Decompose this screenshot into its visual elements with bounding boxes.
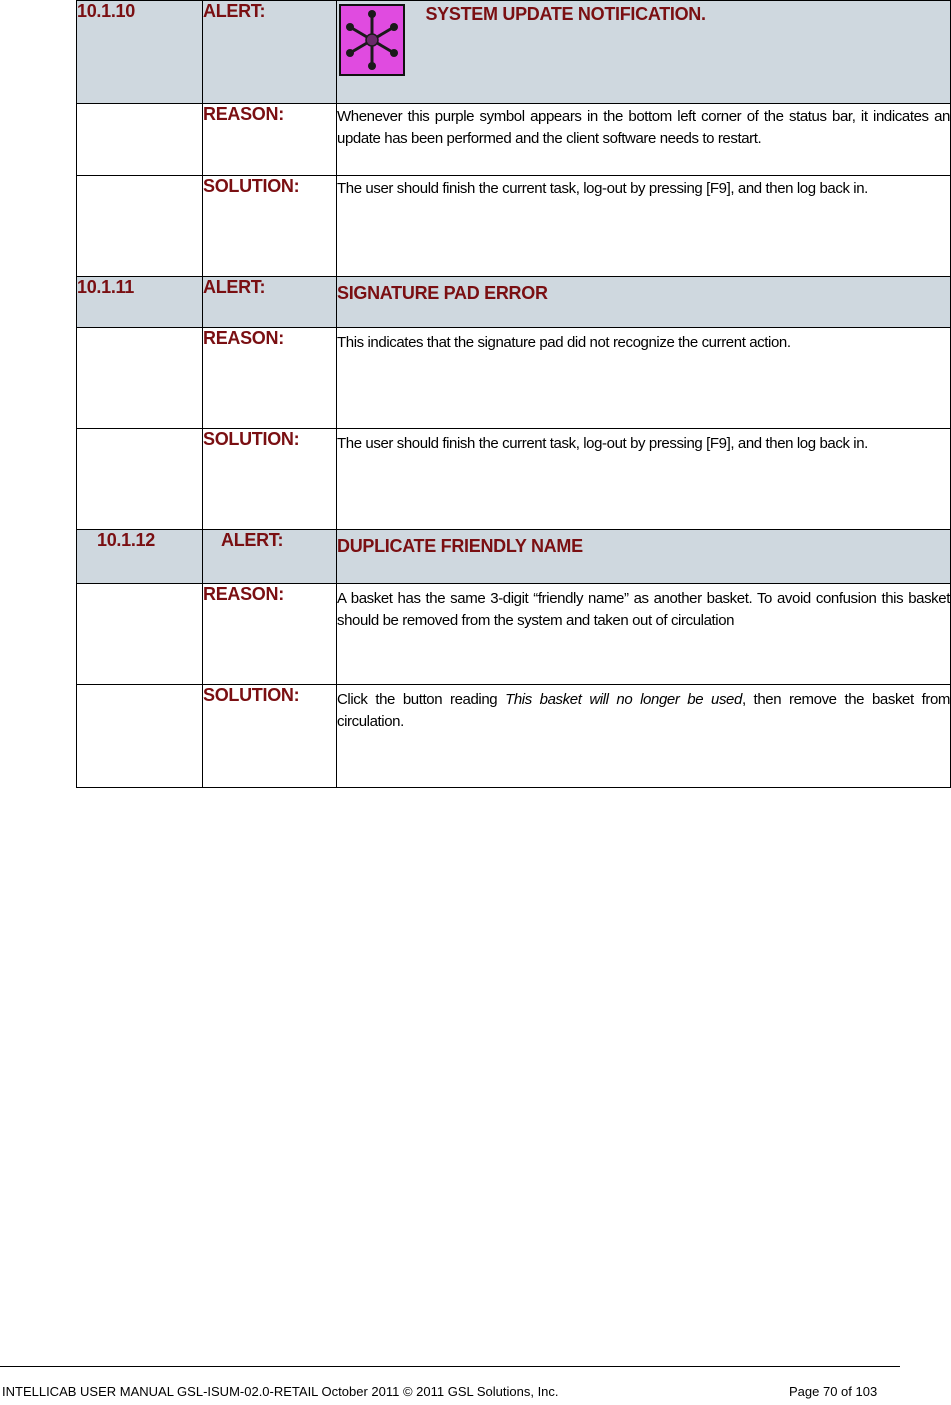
- solution-label: SOLUTION:: [203, 685, 300, 705]
- footer-document-info: INTELLICAB USER MANUAL GSL-ISUM-02.0-RETAIL October 2011 © 2011 GSL Solutions, Inc.: [2, 1384, 559, 1399]
- section-number: 10.1.10: [77, 1, 135, 21]
- alerts-table: [76, 0, 951, 788]
- solution-row: [77, 176, 951, 277]
- footer-divider: [0, 1366, 900, 1367]
- alert-title: SYSTEM UPDATE NOTIFICATION.: [425, 4, 706, 24]
- solution-row: [77, 429, 951, 530]
- solution-label: SOLUTION:: [203, 176, 300, 196]
- solution-text: The user should finish the current task, log-out by pressing [F9], and then log back in.: [337, 435, 868, 452]
- reason-text: Whenever this purple symbol appears in the bottom left corner of the status bar, it indicates an update has been performed and the client software needs to restart.: [337, 108, 950, 147]
- solution-row: [77, 685, 951, 788]
- section-number: 10.1.12: [97, 530, 155, 550]
- reason-text: This indicates that the signature pad did not recognize the current action.: [337, 334, 791, 351]
- purple-update-symbol-icon: [339, 4, 405, 76]
- alert-label: ALERT:: [221, 530, 284, 550]
- alert-label: ALERT:: [203, 1, 266, 21]
- page-footer: [2, 1384, 902, 1399]
- alert-label: ALERT:: [203, 277, 266, 297]
- solution-button-name: This basket will no longer be used: [505, 691, 742, 708]
- reason-label: REASON:: [203, 104, 284, 124]
- section-number: 10.1.11: [77, 277, 134, 297]
- solution-text: [337, 689, 950, 733]
- alert-title: SIGNATURE PAD ERROR: [337, 283, 548, 303]
- reason-row: [77, 328, 951, 429]
- footer-page-number: Page 70 of 103: [789, 1384, 878, 1399]
- reason-row: [77, 104, 951, 176]
- reason-label: REASON:: [203, 584, 284, 604]
- solution-text-suffix: , then remove the basket from circulation.: [337, 691, 950, 730]
- solution-text: The user should finish the current task, log-out by pressing [F9], and then log back in.: [337, 180, 868, 197]
- reason-row: [77, 584, 951, 685]
- solution-label: SOLUTION:: [203, 429, 300, 449]
- reason-label: REASON:: [203, 328, 284, 348]
- reason-text: A basket has the same 3-digit “friendly name” as another basket. To avoid confusion this basket should be removed from the system and taken out of circulation: [337, 590, 950, 629]
- alert-header-row: [77, 277, 951, 328]
- alert-header-row: [77, 1, 951, 104]
- alert-header-row: [77, 530, 951, 584]
- solution-text-prefix: Click the button reading: [337, 691, 506, 708]
- alert-title: DUPLICATE FRIENDLY NAME: [337, 536, 583, 556]
